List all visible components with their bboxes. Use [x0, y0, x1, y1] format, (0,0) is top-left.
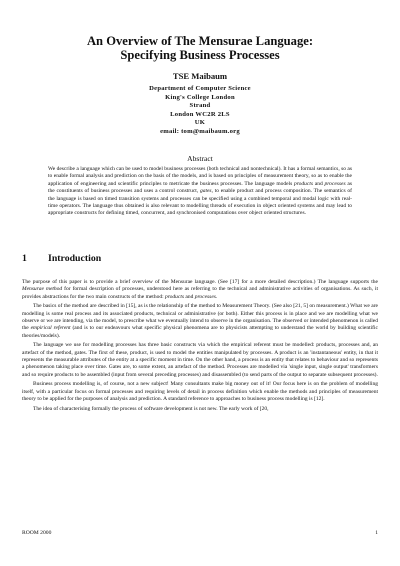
- abstract-text: [48, 166, 352, 218]
- title-line-2: Specifying Business Processes: [120, 48, 280, 62]
- emph-products: products: [164, 293, 185, 300]
- paragraph-text: (and is to our endeavours what specific physical phenomena are to physicists attempting to understand the world by building scientific theories/models).: [22, 325, 378, 339]
- section-number: 1: [22, 253, 27, 264]
- abstract-emph-processes: processes: [324, 180, 346, 187]
- emph-mensurae-method: Mensurae method: [22, 286, 63, 293]
- affiliation-block: [40, 85, 360, 137]
- abstract-text-part: as the constituents of business processes and uses a control construct,: [48, 180, 352, 195]
- emph-processes: processes: [194, 293, 216, 300]
- abstract-heading: Abstract: [187, 154, 213, 163]
- affiliation-country: UK: [194, 119, 206, 127]
- abstract-emph-products: products: [293, 180, 314, 187]
- paragraph-4: Business process modelling is, of course, not a new subject! Many consultants make big money out of it! Our focus here is on the problem of modelling itself, with a particular focus on formal processes and requiring levels of detail in process definition which enable the methods and principles of measurement theory to be applied for the purposes of analysis and prediction. A standard reference to approaches to business process modelling is [12].: [22, 381, 378, 403]
- emph-empirical-referent: empirical referent: [30, 325, 71, 332]
- affiliation-email: email: tom@maibaum.org: [160, 127, 240, 135]
- paragraph-text: .: [215, 293, 218, 300]
- paragraph-text: The basics of the method are described in [15], as is the relationship of the method to Measurement Theory. (See also [21, 5] on measurement.) What we are modelling is some real process and its associated products, technical or administrative (or both). Either this process is in place and we are modelling what we observe or we are intending, via the model, to prescribe what we eventually intend to observe in the organisation. The observed or intended phenomenon is called the: [22, 303, 378, 332]
- affiliation-city: London WC2R 2LS: [170, 110, 230, 118]
- footer-venue: ROOM 2000: [22, 530, 52, 536]
- abstract-text-part: and: [313, 180, 325, 187]
- paragraph-text: The purpose of this paper is to provide a brief overview of the Mensurae language. (See [17] for a more detailed description.) The language supports the: [22, 279, 378, 285]
- abstract-text-part: We describe a language which can be used to model business processes (both technical and nontechnical). It has a formal semantics, so as to enable formal analysis and prediction on the basis of the models, and is based on principles of measurement theory, so as to enable the application of engineering and scientific principles to metricate the business processes. The language models: [48, 166, 352, 187]
- affiliation-college: King's College London: [165, 93, 235, 101]
- body-text: [22, 279, 378, 415]
- paragraph-3: The language we use for modelling processes has three basic constructs via which the empirical referent must be modelled: products, processes and, an artefact of the method, gates. The first of these, product, is used to model the entities manipulated by processes. A product is an 'instantaneous' entity, in that it represents the measurable attributes of the entity at a specific moment in time. On the other hand, a process is an entity that relates to behaviour and so represents a phenomenon taking place over time. Gates are, to some extent, an artefact of the method. Processes are modelled via 'single input, single output' transformers and so require products to be assembled (input from several preceding processes) and disassembled (to send parts of the output to separate subsequent processes).: [22, 342, 378, 378]
- affiliation-street: Strand: [189, 102, 211, 110]
- author-name: TSE Maibaum: [172, 71, 228, 81]
- paragraph-text: for formal description of processes, understood here as referring to the technical and administrative activities of organisations. As such, it provides abstractions for the two main constructs of the method:: [22, 286, 378, 300]
- paragraph-1: [22, 279, 378, 301]
- abstract-text-part: , to enable product and process composition. The semantics of the language is based on timed transition systems and processes can be specified using a combined temporal and modal logic with real-time operators. The language thus obtained is also relevant to modelling threads of execution in object oriented systems and may lead to appropriate constructs for defining timed, concurrent, and synchronised computations over object oriented structures.: [48, 188, 352, 217]
- affiliation-department: Department of Computer Science: [149, 85, 251, 92]
- title-line-1: An Overview of The Mensurae Language:: [86, 34, 314, 48]
- section-title: Introduction: [48, 253, 102, 264]
- paragraph-text: and: [184, 293, 195, 300]
- abstract-emph-gates: gates: [199, 188, 212, 195]
- footer-page-number: 1: [375, 530, 378, 536]
- paragraph-2: [22, 303, 378, 340]
- paper-title: [40, 34, 360, 62]
- section-heading: [22, 253, 101, 264]
- paragraph-5: The idea of characterising formally the process of software development is not new. The early work of [20,: [33, 405, 269, 412]
